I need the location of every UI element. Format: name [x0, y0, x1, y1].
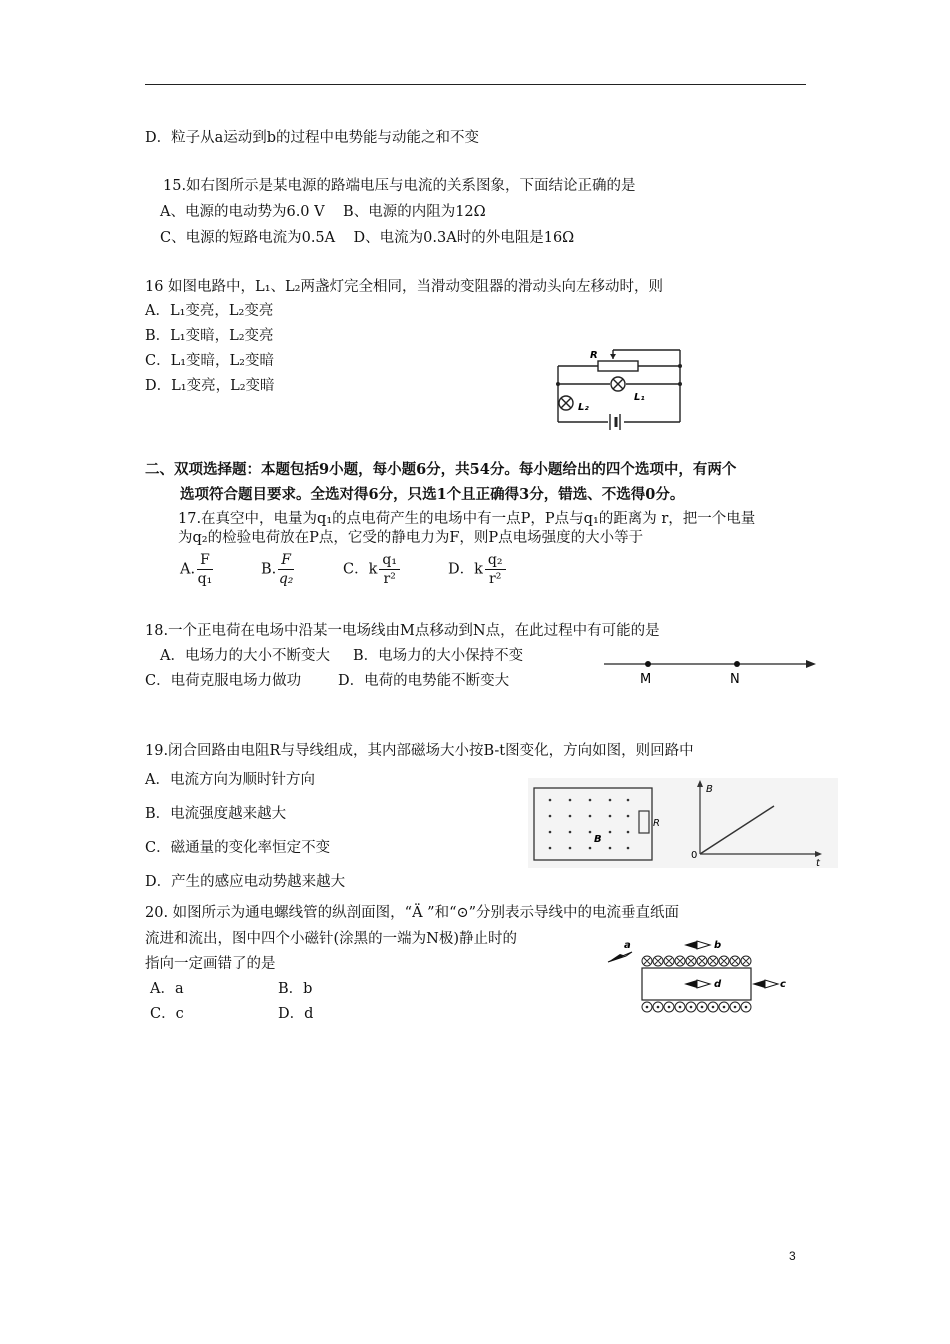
compass-needle-d — [684, 980, 710, 988]
resistor-r — [639, 811, 649, 833]
compass-needle-a — [608, 952, 632, 962]
needle-label-b: b — [714, 940, 722, 951]
q14-option-d: D．粒子从a运动到b的过程中电势能与动能之和不变 — [145, 130, 480, 146]
q20-option-c: C．c — [150, 1006, 184, 1022]
q15-options-cd: C、电源的短路电流为0.5A D、电流为0.3A时的外电阻是16Ω — [160, 230, 575, 246]
q20-option-d: D．d — [278, 1006, 314, 1022]
q20-stem-line3: 指向一定画错了的是 — [145, 956, 276, 972]
label-r: R — [653, 818, 660, 829]
q18-field-line-diagram — [600, 652, 820, 688]
q17-stem-line1: 17.在真空中，电量为q₁的点电荷产生的电场中有一点P，P点与q₁的距离为 r，把一个电量 — [178, 511, 756, 527]
label-b-field: B — [594, 834, 602, 845]
q17-option-b: B. $\frac{F}{\text{q₂}}$ — [261, 552, 294, 587]
q20-stem-line1: 20. 如图所示为通电螺线管的纵剖面图，“Ä ”和“⊙”分别表示导线中的电流垂直纸面 — [145, 905, 680, 921]
q17-option-c: C．k $\frac{\text{q₁}}{\text{r²}}$ — [343, 551, 402, 588]
q17-option-d: D．k $\frac{\text{q₂}}{\text{r²}}$ — [448, 551, 508, 588]
axis-label-b: B — [706, 784, 713, 795]
arrow-right-icon — [806, 660, 816, 668]
q20-stem-line2: 流进和流出，图中四个小磁针(涂黑的一端为N极)静止时的 — [145, 931, 517, 947]
q16-option-c: C．L₁变暗，L₂变暗 — [145, 353, 274, 369]
q16-stem: 16 如图电路中，L₁、L₂两盏灯完全相同，当滑动变阻器的滑动头向左移动时，则 — [145, 279, 663, 295]
q19-option-d: D．产生的感应电动势越来越大 — [145, 874, 346, 890]
q16-circuit-diagram — [548, 340, 690, 430]
page-number: 3 — [789, 1249, 796, 1263]
needle-label-c: c — [780, 979, 786, 990]
q19-stem: 19.闭合回路由电阻R与导线组成，其内部磁场大小按B-t图变化，方向如图，则回路中 — [145, 743, 694, 759]
q19-option-b: B．电流强度越来越大 — [145, 806, 287, 822]
label-n: N — [730, 672, 740, 687]
q18-options-cd: C．电荷克服电场力做功 D．电荷的电势能不断变大 — [145, 673, 510, 689]
q20-option-b: B．b — [278, 981, 313, 997]
q15-stem: 15.如右图所示是某电源的路端电压与电流的关系图象，下面结论正确的是 — [163, 178, 636, 194]
compass-needle-c — [752, 980, 778, 988]
slider-arrow-icon — [610, 354, 616, 359]
q18-stem: 18.一个正电荷在电场中沿某一电场线由M点移动到N点，在此过程中有可能的是 — [145, 623, 660, 639]
label-m: M — [640, 672, 652, 687]
axis-label-t: t — [816, 858, 820, 868]
compass-needle-b — [684, 941, 710, 949]
q20-solenoid-diagram — [604, 936, 800, 1022]
fig-label-l1: L₁ — [634, 392, 645, 403]
needle-label-a: a — [624, 940, 631, 951]
point-m — [645, 661, 651, 667]
section2-heading-line2: 选项符合题目要求。全选对得6分，只选1个且正确得3分，错选、不选得0分。 — [180, 486, 685, 503]
q17-option-a: A. $\frac{F}{\text{q₁}}$ — [180, 552, 213, 587]
point-n — [734, 661, 740, 667]
fig-label-l2: L₂ — [578, 402, 589, 413]
q20-option-a: A．a — [150, 981, 184, 997]
q17-stem-line2: 为q₂的检验电荷放在P点，它受的静电力为F，则P点电场强度的大小等于 — [178, 530, 644, 546]
q19-option-c: C．磁通量的变化率恒定不变 — [145, 840, 331, 856]
q15-options-ab: A、电源的电动势为6.0 V B、电源的内阻为12Ω — [160, 204, 486, 220]
q16-option-b: B．L₁变暗，L₂变亮 — [145, 328, 274, 344]
q16-option-a: A．L₁变亮，L₂变亮 — [145, 303, 274, 319]
header-rule — [145, 84, 806, 85]
q16-option-d: D．L₁变亮，L₂变暗 — [145, 378, 275, 394]
needle-label-d: d — [714, 979, 722, 990]
q18-options-ab: A．电场力的大小不断变大 B．电场力的大小保持不变 — [160, 648, 524, 664]
section2-heading-line1: 二、双项选择题：本题包括9小题，每小题6分，共54分。每小题给出的四个选项中，有两个 — [145, 461, 737, 478]
q19-loop-and-bt-graph — [528, 778, 838, 868]
fig-label-r: R — [590, 350, 598, 361]
q19-option-a: A．电流方向为顺时针方向 — [145, 772, 315, 788]
axis-origin: 0 — [691, 850, 698, 861]
